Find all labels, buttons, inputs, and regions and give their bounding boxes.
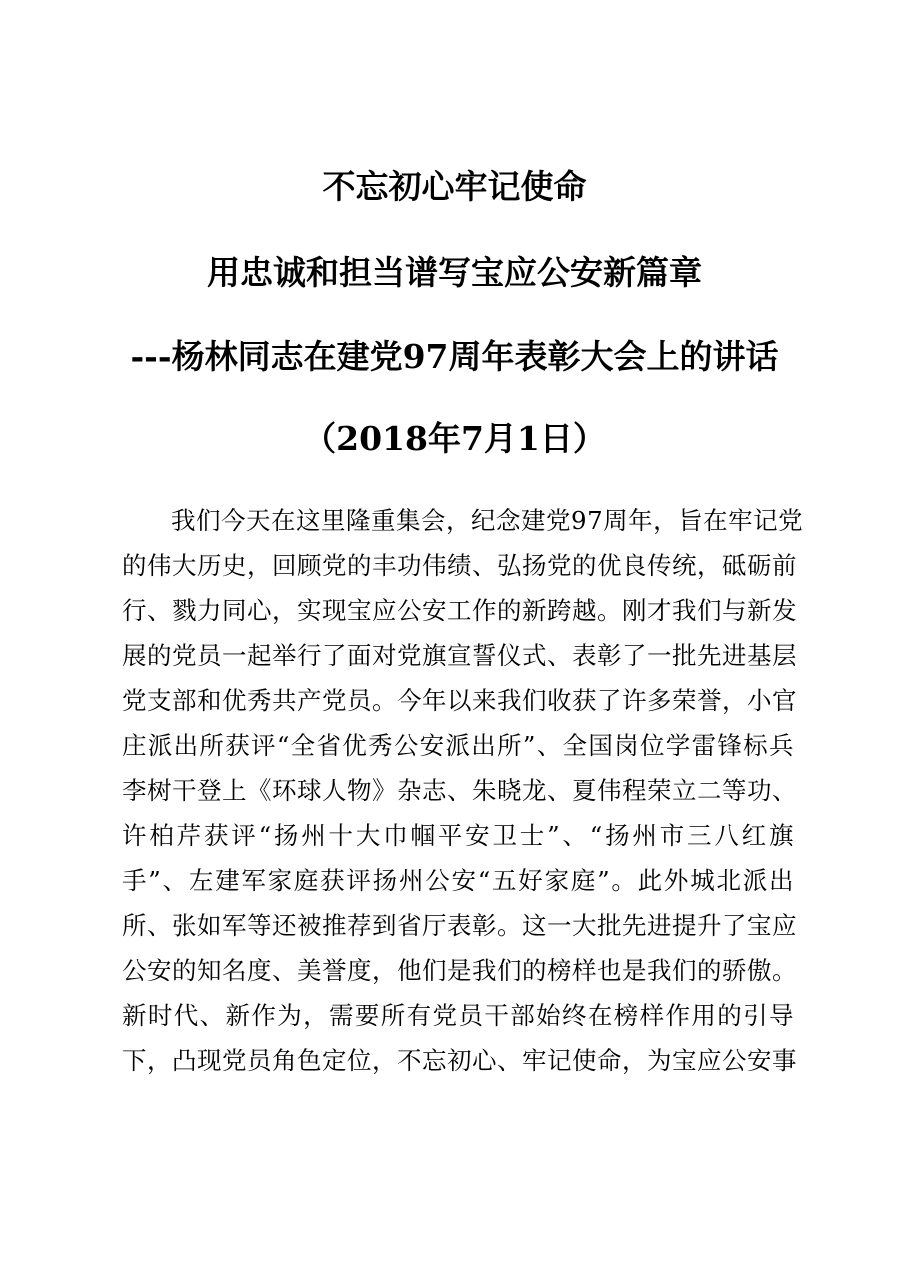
body-line-13: 下，凸现党员角色定位，不忘初心、牢记使命，为宝应公安事	[122, 1046, 797, 1075]
body-line-8: 许柏芹获评“扬州十大巾帼平安卫士”、“扬州市三八红旗	[122, 821, 794, 850]
title-line-3: ---杨林同志在建党97周年表彰大会上的讲话	[130, 337, 779, 376]
body-line-10: 所、张如军等还被推荐到省厅表彰。这一大批先进提升了宝应	[122, 911, 797, 940]
body-line-12: 新时代、新作为，需要所有党员干部始终在榜样作用的引导	[122, 1001, 794, 1030]
body-line-2: 的伟大历史，回顾党的丰功伟绩、弘扬党的优良传统，砥砺前	[122, 551, 797, 580]
body-line-5: 党支部和优秀共产党员。今年以来我们收获了许多荣誉，小官	[122, 686, 797, 715]
body-line-4: 展的党员一起举行了面对党旗宣誓仪式、表彰了一批先进基层	[122, 641, 797, 670]
body-line-1: 我们今天在这里隆重集会，纪念建党97周年，旨在牢记党	[171, 506, 804, 535]
title-line-2: 用忠诚和担当谱写宝应公安新篇章	[207, 253, 702, 292]
body-line-9: 手”、左建军家庭获评扬州公安“五好家庭”。此外城北派出	[122, 866, 794, 895]
body-line-6: 庄派出所获评“全省优秀公安派出所”、全国岗位学雷锋标兵	[122, 731, 794, 760]
date-line: （2018年7月1日）	[303, 419, 606, 458]
body-line-3: 行、戮力同心，实现宝应公安工作的新跨越。刚才我们与新发	[122, 596, 797, 625]
body-line-7: 李树干登上《环球人物》杂志、朱晓龙、夏伟程荣立二等功、	[122, 776, 797, 805]
title-line-1: 不忘初心牢记使命	[322, 167, 587, 206]
body-line-11: 公安的知名度、美誉度，他们是我们的榜样也是我们的骄傲。	[122, 956, 797, 985]
